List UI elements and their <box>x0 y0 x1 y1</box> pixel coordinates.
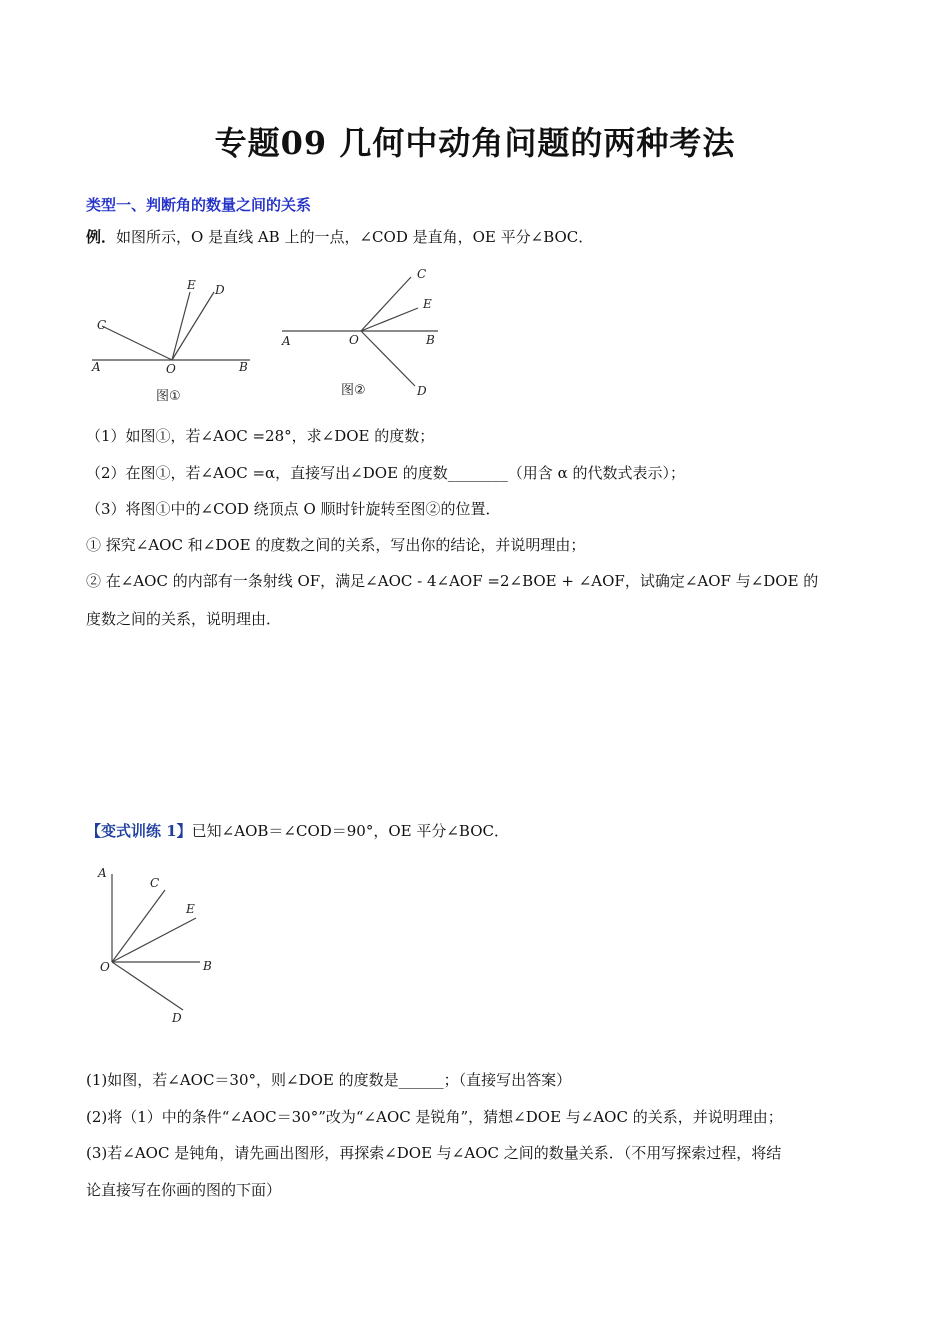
example-statement <box>86 226 593 248</box>
ray-oc <box>361 277 411 331</box>
label-c: C <box>97 318 107 332</box>
ray-od <box>112 962 183 1010</box>
example-text: 如图所示，O 是直线 AB 上的一点，∠COD 是直角，OE 平分∠BOC． <box>116 228 594 246</box>
variant-label: 【变式训练 1】 <box>86 822 192 840</box>
figure-1 <box>88 270 258 410</box>
question-2: （2）在图①，若∠AOC =α，直接写出∠DOE 的度数________（用含 α 的代数式表示）； <box>86 464 685 482</box>
figure-1-caption: 图① <box>156 389 181 404</box>
label-d: D <box>172 1011 182 1025</box>
label-b: B <box>239 360 248 374</box>
label-b: B <box>203 959 212 973</box>
example-label: 例． <box>86 228 117 246</box>
figure-2-caption: 图② <box>341 383 366 398</box>
ray-oc <box>102 326 172 360</box>
label-d: D <box>215 283 225 297</box>
page-title: 专题09 几何中动角问题的两种考法 <box>214 124 736 162</box>
label-d: D <box>417 384 427 398</box>
variant-figure <box>92 862 232 1032</box>
question-3b-continued: 度数之间的关系，说明理由． <box>86 610 282 628</box>
variant-question-1: (1)如图，若∠AOC＝30°，则∠DOE 的度数是______；（直接写出答案） <box>86 1071 572 1089</box>
label-o: O <box>349 333 359 347</box>
figure-2 <box>278 262 448 404</box>
question-3a: ① 探究∠AOC 和∠DOE 的度数之间的关系，写出你的结论，并说明理由； <box>86 536 586 554</box>
ray-oe <box>361 308 418 331</box>
variant-question-3: (3)若∠AOC 是钝角，请先画出图形，再探索∠DOE 与∠AOC 之间的数量关系．（不用写探索过程，将结 <box>86 1144 782 1162</box>
section-heading: 类型一、判断角的数量之间的关系 <box>86 196 312 214</box>
label-o: O <box>100 960 110 974</box>
label-e: E <box>187 278 196 292</box>
question-3b: ② 在∠AOC 的内部有一条射线 OF，满足∠AOC - 4∠AOF =2∠BOE + ∠AOF，试确定∠AOF 与∠DOE 的 <box>86 572 819 590</box>
ray-oe <box>172 292 190 360</box>
variant-statement <box>86 820 509 842</box>
label-a: A <box>282 334 291 348</box>
ray-od <box>361 331 415 386</box>
variant-question-2: (2)将（1）中的条件“∠AOC＝30°”改为“∠AOC 是锐角”，猜想∠DOE 与∠AOC 的关系，并说明理由； <box>86 1108 783 1126</box>
label-a: A <box>98 866 107 880</box>
label-c: C <box>150 876 160 890</box>
ray-oe <box>112 918 196 962</box>
variant-text: 已知∠AOB＝∠COD＝90°，OE 平分∠BOC． <box>191 822 510 840</box>
question-1: （1）如图①，若∠AOC =28°，求∠DOE 的度数； <box>86 427 435 445</box>
ray-oc <box>112 890 165 962</box>
label-e: E <box>186 902 195 916</box>
label-o: O <box>166 362 176 376</box>
ray-od <box>172 292 214 360</box>
label-c: C <box>417 267 427 281</box>
label-a: A <box>92 360 101 374</box>
question-3: （3）将图①中的∠COD 绕顶点 O 顺时针旋转至图②的位置． <box>86 500 501 518</box>
label-e: E <box>423 297 432 311</box>
variant-question-3-continued: 论直接写在你画的图的下面） <box>86 1181 282 1199</box>
label-b: B <box>426 333 435 347</box>
